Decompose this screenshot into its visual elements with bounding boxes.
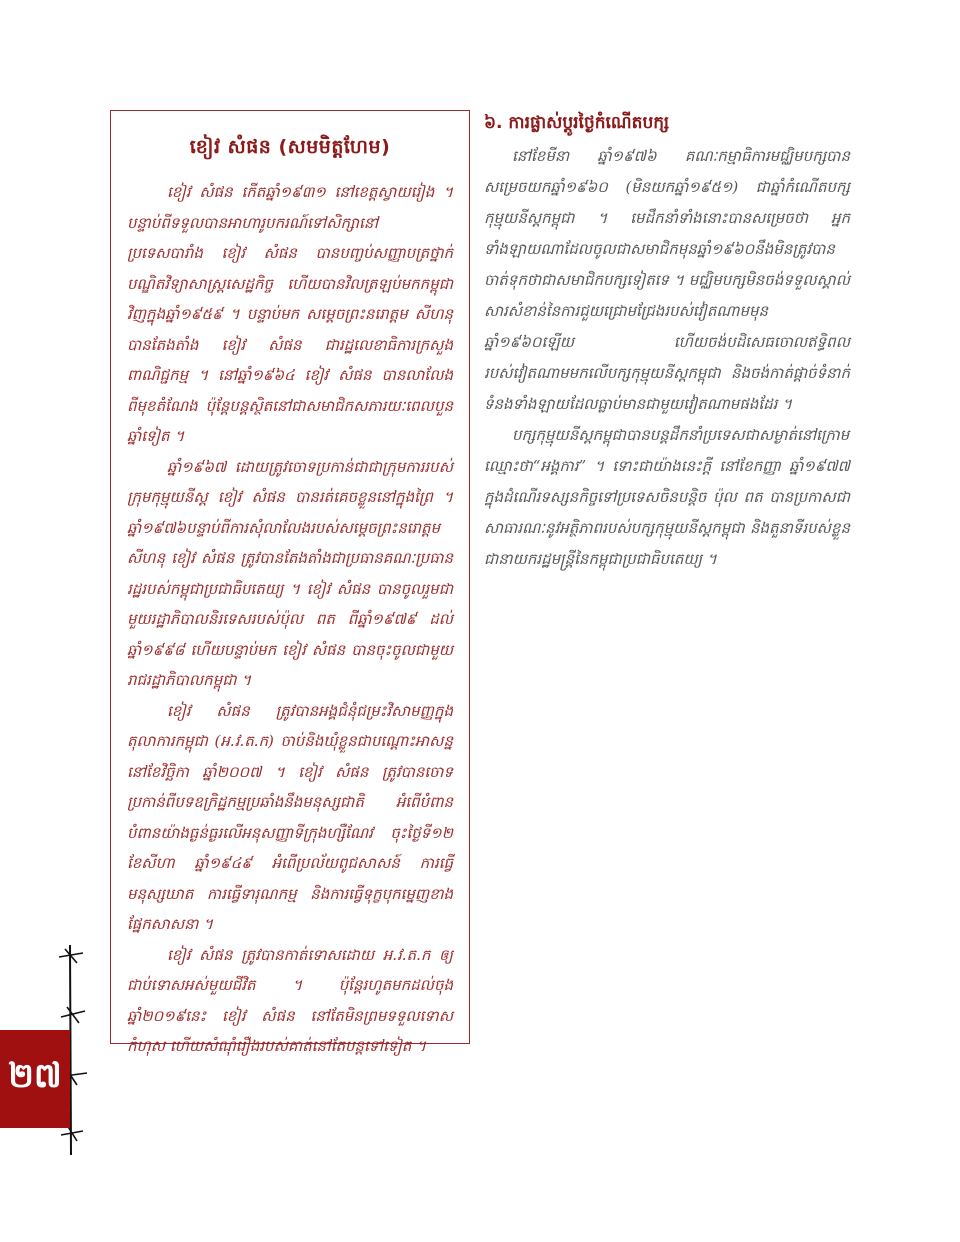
right-column bbox=[484, 112, 850, 575]
section-title: ៦. ការផ្លាស់ប្តូរថ្ងៃកំណើតបក្ស bbox=[484, 113, 670, 133]
box-paragraph-2: ឆ្នាំ១៩៦៧ ដោយត្រូវចោទប្រកាន់ជាជាក្រុមការរបស់ក្រុមកុម្មុយនីស្ត ខៀវ សំផន បានរត់គេចខ្លួននៅក្នុងព្រៃ ។ ឆ្នាំ១៩៧៦បន្ទាប់ពីការសុំលាលែងរបស់សម្តេចព្រះនរោត្តម សីហនុ ខៀវ សំផន ត្រូវបានតែងតាំងជាប្រធានគណៈប្រធានរដ្ឋរបស់កម្ពុជាប្រជាធិបតេយ្យ ។ ខៀវ សំផន បានចូលរួមជាមួយរដ្ឋាភិបាលនិរទេសរបស់ប៉ុល ពត ពីឆ្នាំ១៩៧៩ ដល់ឆ្នាំ១៩៩៨ ហើយបន្ទាប់មក ខៀវ សំផន បានចុះចូលជាមួយរាជរដ្ឋាភិបាលកម្ពុជា ។ bbox=[127, 457, 453, 689]
box-paragraph-1: ខៀវ សំផន កើតឆ្នាំ១៩៣១ នៅខេត្តស្វាយរៀង ។ បន្ទាប់ពីទទួលបានអាហារូបករណ៍ទៅសិក្សានៅប្រទេសបារាំង ខៀវ សំផន បានបញ្ចប់សញ្ញាបត្រថ្នាក់បណ្ឌិតវិទ្យាសាស្ត្រសេដ្ឋកិច្ច ហើយបានវិលត្រឡប់មកកម្ពុជាវិញក្នុងឆ្នាំ១៩៥៩ ។ បន្ទាប់មក សម្តេចព្រះនរោត្តម សីហនុ បានតែងតាំង ខៀវ សំផន ជារដ្ឋលេខាធិការក្រសួងពាណិជ្ជកម្ម ។ នៅឆ្នាំ១៩៦៤ ខៀវ សំផន បានលាលែងពីមុខតំណែង ប៉ុន្តែបន្តស្ថិតនៅជាសមាជិកសភារយៈពេលបួនឆ្នាំទៀត ។ bbox=[127, 183, 453, 445]
box-paragraph-4: ខៀវ សំផន ត្រូវបានកាត់ទោសដោយ អ.វ.ត.ក ឲ្យជាប់ទោសអស់មួយជីវិត ។ ប៉ុន្តែរហូតមកដល់ចុងឆ្នាំ២០១៩នេះ ខៀវ សំផន នៅតែមិនព្រមទទួលទោសកំហុស ហើយសំណុំរឿងរបស់គាត់នៅតែបន្តទៅទៀត ។ bbox=[127, 945, 453, 1055]
page-number-tab bbox=[0, 1030, 70, 1128]
biography-box bbox=[110, 110, 470, 1055]
box-paragraph-3: ខៀវ សំផន ត្រូវបានអង្គជំនុំជម្រះវិសាមញ្ញក្នុងតុលាការកម្ពុជា (អ.វ.ត.ក) ចាប់និងឃុំខ្លួនជាបណ្តោះអាសន្ននៅខែវិច្ឆិកា ឆ្នាំ២០០៧ ។ ខៀវ សំផន ត្រូវបានចោទប្រកាន់ពីបទឧក្រិដ្ឋកម្មប្រឆាំងនឹងមនុស្សជាតិ អំពើបំពានបំពានយ៉ាងធ្ងន់ធ្ងរលើអនុសញ្ញាទីក្រុងហ្សឺណែវ ចុះថ្ងៃទី១២ ខែសីហា ឆ្នាំ១៩៤៩ អំពើប្រល័យពូជសាសន៍ ការធ្វើមនុស្សឃាត ការធ្វើទារុណកម្ម និងការធ្វើទុក្ខបុកម្នេញខាងផ្នែកសាសនា ។ bbox=[127, 701, 453, 933]
box-title: ខៀវ សំផន (សមមិត្តហែម) bbox=[189, 136, 391, 158]
page-number: ២៧ bbox=[8, 1056, 62, 1096]
right-paragraph-1: នៅខែមីនា ឆ្នាំ១៩៧៦ គណៈកម្មាធិការមជ្ឈិមបក្សបានសម្រេចយកឆ្នាំ១៩៦០ (មិនយកឆ្នាំ១៩៥១) ជាឆ្នាំកំណើតបក្សកុម្មុយនីស្តកម្ពុជា ។ មេដឹកនាំទាំងនោះបានសម្រេចថា អ្នកទាំងឡាយណាដែលចូលជាសមាជិកមុនឆ្នាំ១៩៦០នឹងមិនត្រូវបានចាត់ទុកថាជាសមាជិកបក្សទៀតទេ ។ មជ្ឈិមបក្សមិនចង់ទទួលស្គាល់សារសំខាន់នៃការជួយជ្រោមជ្រែងរបស់វៀតណាមមុនឆ្នាំ១៩៦០ឡើយ ហើយចង់បដិសេធចោលឥទ្ធិពលរបស់វៀតណាមមកលើបក្សកុម្មុយនីស្តកម្ពុជា និងចង់កាត់ផ្តាច់ទំនាក់ទំនងទាំងឡាយដែលធ្លាប់មានជាមួយវៀតណាមផងដែរ ។ bbox=[484, 147, 850, 413]
right-paragraph-2: បក្សកុម្មុយនីស្តកម្ពុជាបានបន្តដឹកនាំប្រទេសជាសម្ងាត់នៅក្រោមឈ្មោះថា“អង្គការ” ។ ទោះជាយ៉ាងនេះក្តី នៅខែកញ្ញា ឆ្នាំ១៩៧៧ ក្នុងដំណើរទស្សនកិច្ចទៅប្រទេសចិនបន្តិច ប៉ុល ពត បានប្រកាសជាសាធារណៈនូវអត្ថិភាពរបស់បក្សកុម្មុយនីស្តកម្ពុជា និងតួនាទីរបស់ខ្លួនជានាយករដ្ឋមន្ត្រីនៃកម្ពុជាប្រជាធិបតេយ្យ ។ bbox=[484, 426, 850, 568]
